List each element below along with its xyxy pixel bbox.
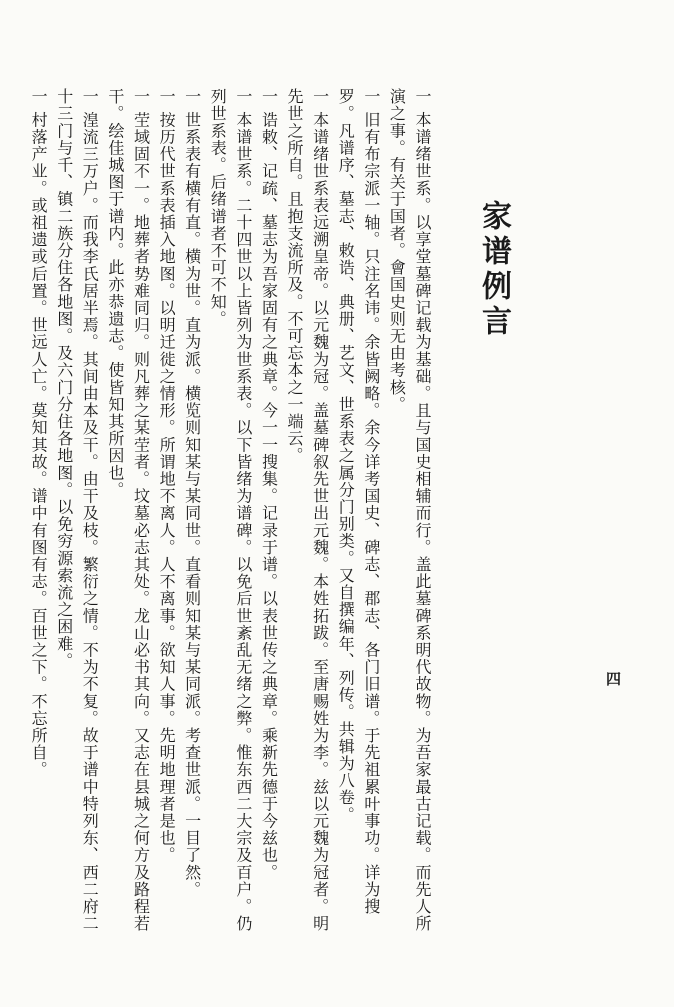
- preface-paragraph: 一 世系表有横有直。横为世。直为派。横览则知某与某同世。直看则知某与某同派。考查世派。一目了然。: [182, 88, 202, 898]
- page-number: 四: [606, 670, 622, 688]
- preface-paragraph: 一 湟流三万户。而我李氏居半焉。其间由本及干。由干及枝。繁衍之情。不为不复。故于谱中特列东、西二府二十三门与千、镇二族分住各地图。及六门分住各地图。以免穷源索流之困难。: [54, 88, 100, 933]
- preface-body: [29, 88, 435, 933]
- preface-paragraph: 一 茔域固不一。地葬者势难同归。则凡葬之某茔者。坟墓必志其处。龙山必书其向。又志在县城之何方及路程若干。绘佳城图于谱内。此亦恭遗志。使皆知其所因也。: [105, 88, 151, 933]
- preface-paragraph: 一 村落产业。或祖遗或后置。世远人亡。莫知其故。谱中有图有志。百世之下。不忘所自。: [29, 88, 49, 779]
- document-title: 家谱例言: [476, 200, 511, 340]
- preface-paragraph: 一 按历代世系表插入地图。以明迁徙之情形。所谓地不离人。人不离事。欲知人事。先明地理者是也。: [157, 88, 177, 864]
- preface-paragraph: 一 本谱绪世系表远溯皇帝。以元魏为冠。盖墓碑叙先世出元魏。本姓拓跋。至唐赐姓为李。兹以元魏为冠者。明先世之所自。且抱支流所及。不可忘本之一端云。: [285, 88, 330, 933]
- preface-paragraph: 一 本谱绪世系。以享堂墓碑记载为基础。且与国史相辅而行。盖此墓碑系明代故物。为吾家最古记载。而先人所演之事。有关于国者。會国史则无由考核。: [387, 88, 432, 933]
- preface-paragraph: 一 本谱世系。二十四世以上皆列为世系表。以下皆绪为谱碑。以免后世紊乱无绪之弊。惟东西二大宗及百户。仍列世系表。后绪谱者不可不知。: [208, 88, 253, 933]
- preface-paragraph: 一 诰敕、记疏、墓志为吾家固有之典章。今一一搜集。记录于谱。以表世传之典章。乘新先德于今兹也。: [259, 88, 279, 881]
- preface-paragraph: 一 旧有布宗派一轴。只注名讳。余皆阙略。余今详考国史、碑志、郡志、各门旧谱。于先祖累叶事功。详为搜罗。凡谱序、墓志、敕诰、典册、艺文、世系表之属分门别类。又自撰编年、列传。共辑为八卷。: [336, 88, 381, 915]
